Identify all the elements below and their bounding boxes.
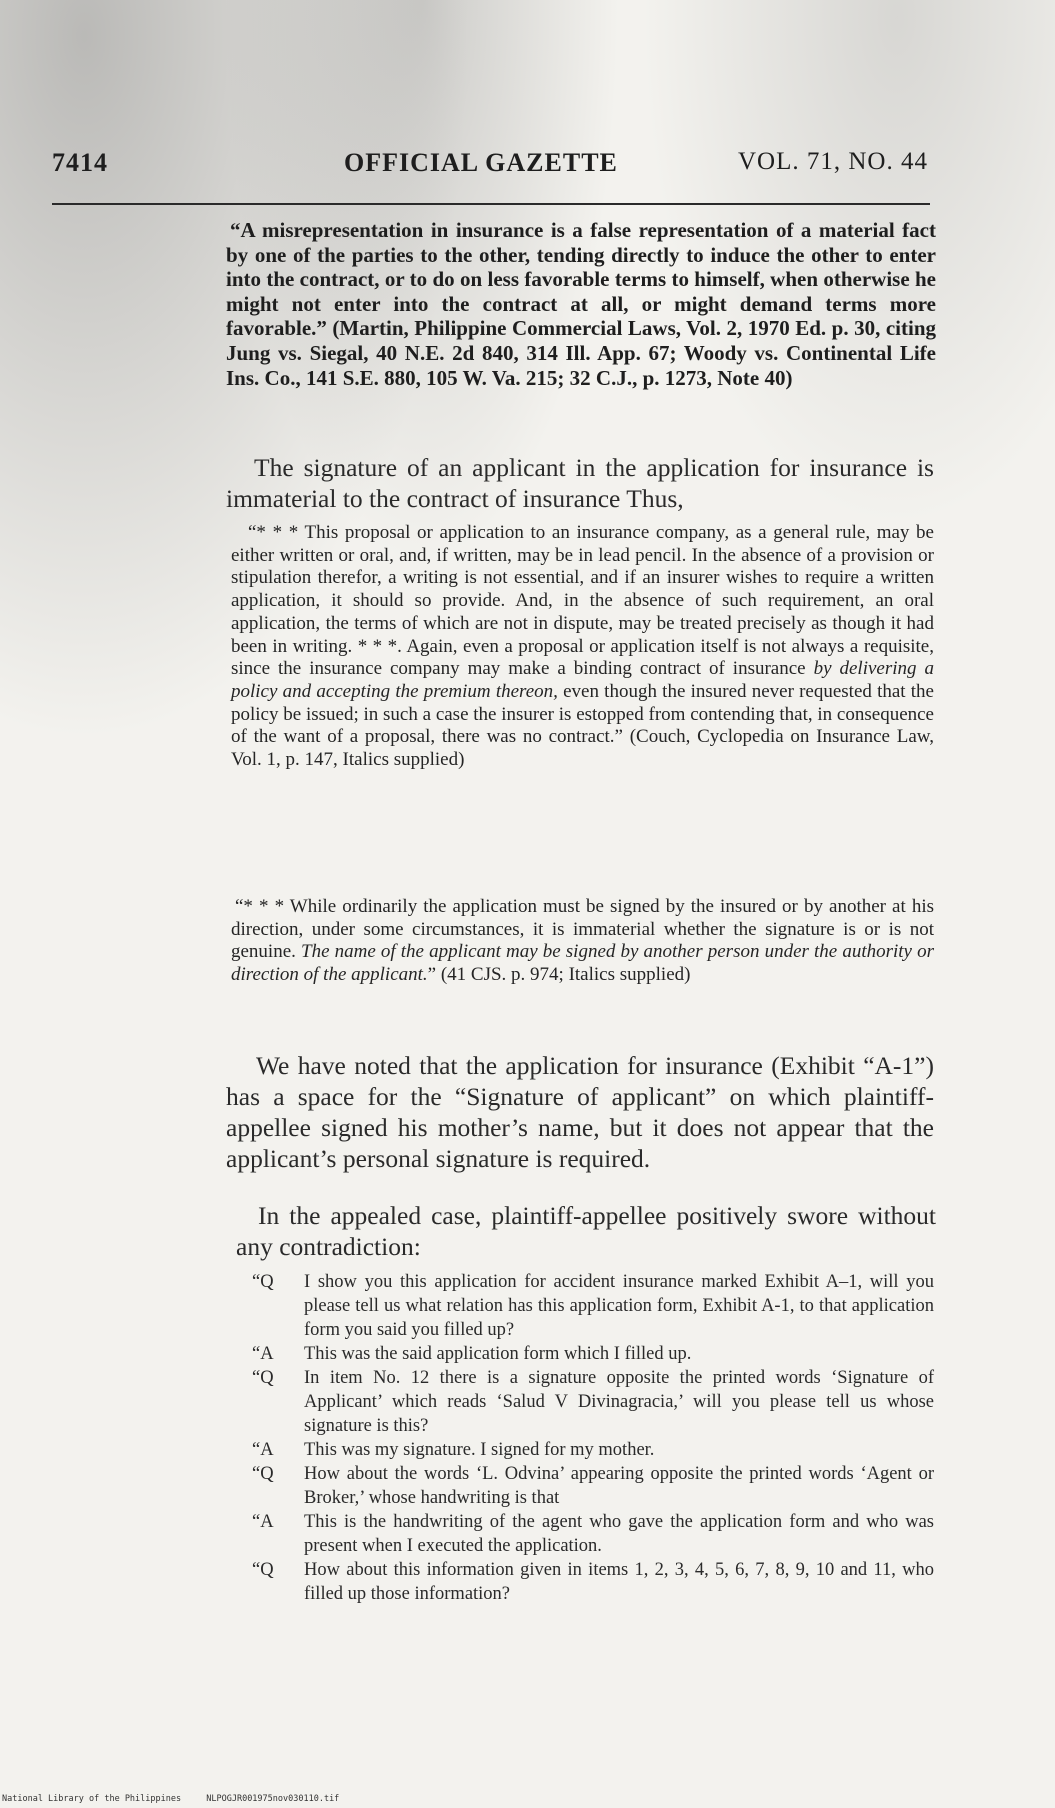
testimony-label: “Q: [252, 1560, 274, 1580]
misrepresentation-quote: “A misrepresentation in insurance is a false representation of a material fact by one of the parties to the other, tending directly to induce the other to enter into the contract, or to do on less favorable terms to himself, when otherwise he might not enter into the contract at all, or might demand terms more favorable.” (Martin, Philippine Commercial Laws, Vol. 2, 1970 Ed. p. 30, citing Jung vs. Siegal, 40 N.E. 2d 840, 314 Ill. App. 67; Woody vs. Continental Life Ins. Co., 141 S.E. 880, 105 W. Va. 215; 32 C.J., p. 1273, Note 40): [226, 218, 936, 390]
testimony-text: I show you this application for accident insurance marked Exhibit A–1, will you please tell us what relation has this application form, Exhibit A-1, to that application form you said you filled up?: [304, 1272, 934, 1340]
page-number: 7414: [52, 148, 108, 177]
page-header: [52, 148, 928, 188]
testimony-item: [252, 1270, 942, 1342]
couch-quote-italic: by delivering a policy and accepting the premium thereon,: [231, 658, 934, 702]
scan-footer: [2, 1794, 359, 1804]
couch-quote-citation: even though the insured never requested that the policy be issued; in such a case the insurer is estopped from contending that, in consequence of the want of a proposal, there was no contract.” (Couch, Cyclopedia on Insurance Law, Vol. 1, p. 147, Italics supplied): [231, 680, 934, 771]
cjs-quote-text: “* * * While ordinarily the application must be signed by the insured or by another at his direction, under some circumstances, it is immaterial whether the signature is or is not genuine.: [231, 896, 934, 963]
volume-number: VOL. 71, NO. 44: [738, 148, 928, 175]
testimony-label: “A: [252, 1440, 274, 1460]
testimony-item: [252, 1558, 942, 1606]
testimony-label: “A: [252, 1512, 274, 1532]
testimony-label: “Q: [252, 1464, 274, 1484]
publication-title: OFFICIAL GAZETTE: [344, 148, 618, 177]
testimony-text: In item No. 12 there is a signature opposite the printed words ‘Signature of Applicant’ which reads ‘Salud V Divinagracia,’ will you please tell us whose signature is this?: [304, 1368, 934, 1436]
testimony-list: [252, 1270, 942, 1606]
cjs-quote-citation: ” (41 CJS. p. 974; Italics supplied): [427, 964, 691, 986]
testimony-item: [252, 1438, 942, 1462]
testimony-label: “Q: [252, 1272, 274, 1292]
cjs-quote: [231, 896, 934, 987]
testimony-item: [252, 1342, 942, 1366]
testimony-text: This was my signature. I signed for my mother.: [304, 1440, 655, 1460]
header-rule: [52, 203, 930, 205]
testimony-text: How about this information given in items 1, 2, 3, 4, 5, 6, 7, 8, 9, 10 and 11, who filled up those information?: [304, 1560, 934, 1604]
testimony-text: This was the said application form which I filled up.: [304, 1344, 692, 1364]
testimony-item: [252, 1462, 942, 1510]
couch-quote-text: “* * * This proposal or application to an insurance company, as a general rule, may be either written or oral, and, if written, may be in lead pencil. In the absence of a provision or stipulation therefor, a writing is not essential, and if an insurer wishes to require a written application, it should so provide. And, in the absence of such requirement, an oral application, the terms of which are not in dispute, may be treated precisely as though it had been in writing. * * *. Again, even a proposal or application itself is not always a requisite, since the insurance company may make a binding contract of insurance: [231, 522, 934, 680]
testimony-label: “Q: [252, 1368, 274, 1388]
noted-paragraph: We have noted that the application for insurance (Exhibit “A-1”) has a space for the “Signature of applicant” on which plaintiff-appellee signed his mother’s name, but it does not appear that the applicant’s personal signature is required.: [226, 1051, 934, 1173]
signature-paragraph: The signature of an applicant in the application for insurance is immaterial to the contract of insurance Thus,: [226, 453, 934, 513]
testimony-item: [252, 1510, 942, 1558]
scan-filename: NLPOGJR001975nov030110.tif: [206, 1794, 340, 1804]
library-credit: National Library of the Philippines: [2, 1794, 182, 1804]
appealed-paragraph: In the appealed case, plaintiff-appellee positively swore without any contradiction:: [236, 1201, 936, 1261]
testimony-label: “A: [252, 1344, 274, 1364]
cjs-quote-italic: The name of the applicant may be signed by another person under the authority or direction of the applicant.: [231, 941, 934, 986]
couch-quote: [231, 522, 934, 772]
testimony-text: How about the words ‘L. Odvina’ appearing opposite the printed words ‘Agent or Broker,’ whose handwriting is that: [304, 1464, 934, 1508]
testimony-text: This is the handwriting of the agent who gave the application form and who was present when I executed the application.: [304, 1512, 934, 1556]
testimony-item: [252, 1366, 942, 1438]
